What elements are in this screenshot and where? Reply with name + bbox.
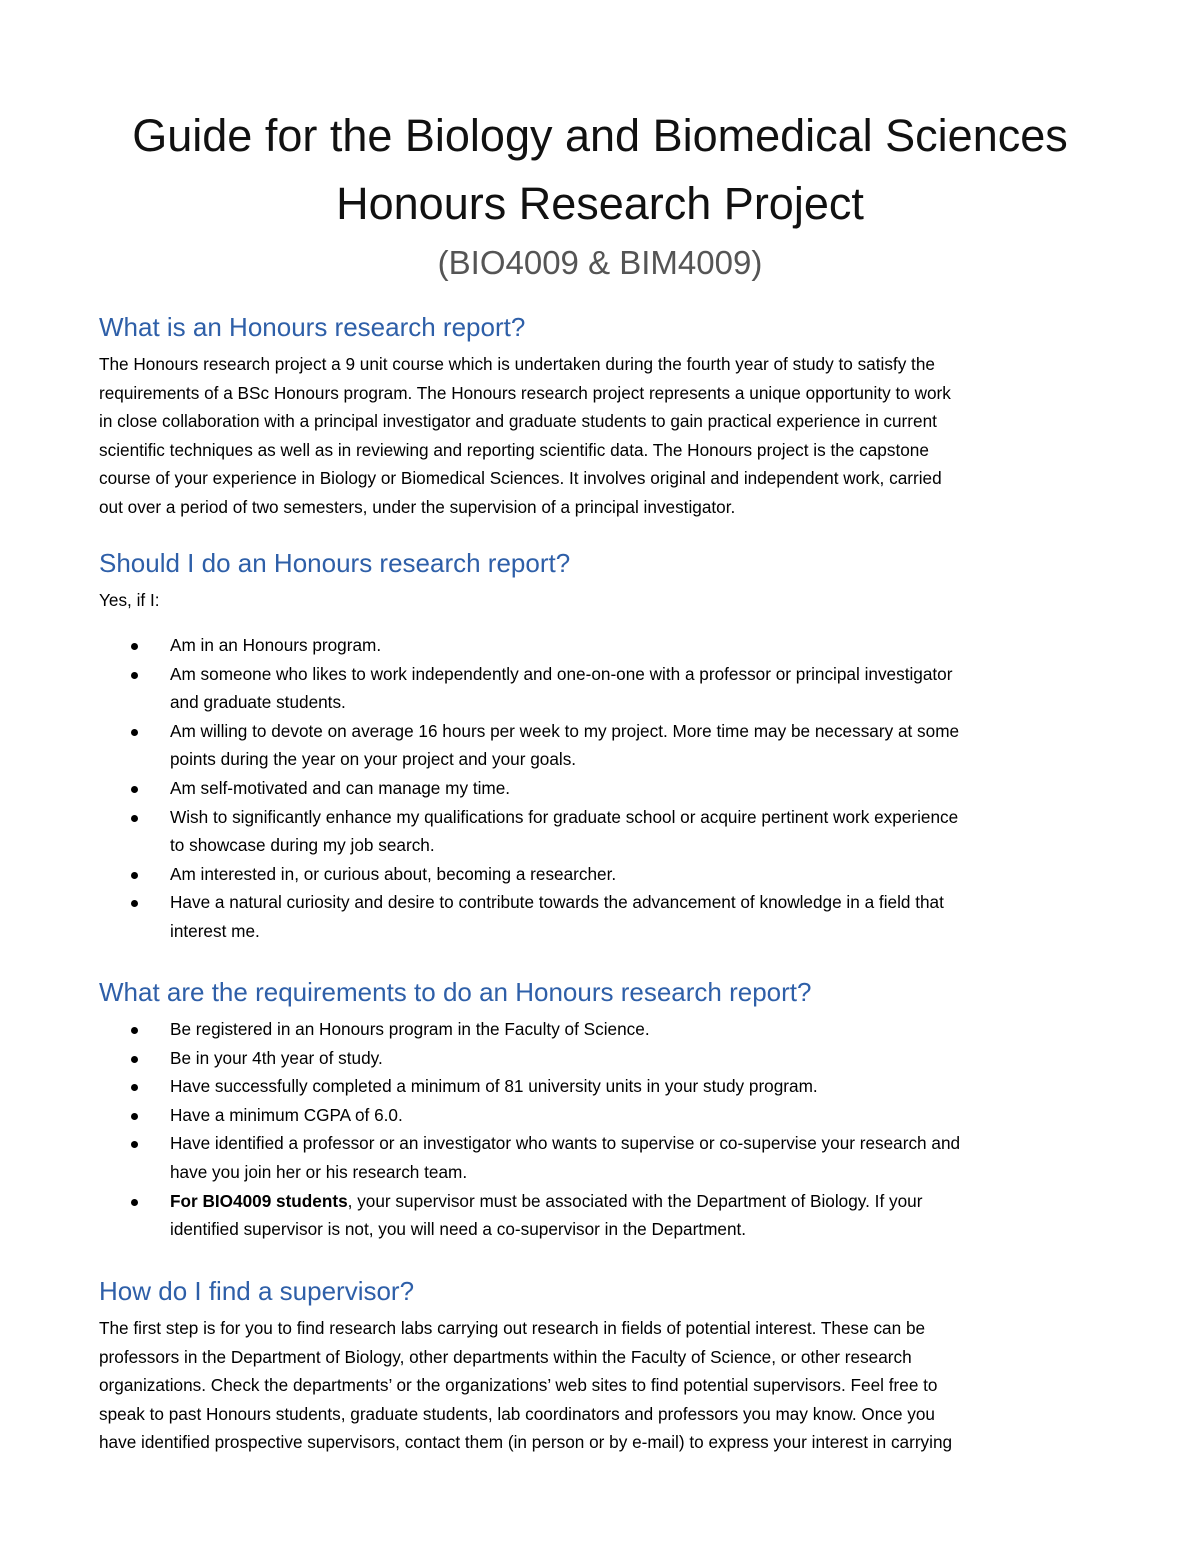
paragraph-line: professors in the Department of Biology, other departments within the Faculty of Science, or other research — [99, 1346, 912, 1367]
list-item — [99, 1015, 1109, 1044]
list-item — [99, 803, 1109, 860]
paragraph-line: course of your experience in Biology or Biomedical Sciences. It involves original and independent work, carried — [99, 468, 942, 489]
list-item-text: Am willing to devote on average 16 hours per week to my project. More time may be necessary at some — [170, 720, 960, 741]
paragraph-line: in close collaboration with a principal investigator and graduate students to gain practical experience in current — [99, 411, 937, 432]
paragraph-line: scientific techniques as well as in reviewing and reporting scientific data. The Honours project is the capstone — [99, 439, 929, 460]
intro-text: Yes, if I: — [99, 590, 160, 610]
list-item-text: Am interested in, or curious about, becoming a researcher. — [170, 863, 617, 884]
bullet-icon — [131, 815, 138, 822]
bullet-icon — [131, 672, 138, 679]
list-item-text: identified supervisor is not, you will need a co-supervisor in the Department. — [170, 1219, 747, 1240]
heading-should-i: Should I do an Honours research report? — [99, 548, 571, 578]
paragraph-line: The Honours research project a 9 unit course which is undertaken during the fourth year of study to satisfy the — [99, 354, 935, 374]
list-item-text: Have successfully completed a minimum of 81 university units in your study program. — [170, 1076, 818, 1097]
list-item-text — [170, 1187, 1109, 1216]
list-item — [99, 774, 1109, 803]
list-item-text-rest: , your supervisor must be associated with the Department of Biology. If your — [347, 1190, 923, 1211]
bullet-icon — [131, 643, 138, 650]
bullet-icon — [131, 729, 138, 736]
list-item-text: points during the year on your project and your goals. — [170, 749, 577, 770]
list-item — [99, 660, 1109, 717]
heading-find-supervisor: How do I find a supervisor? — [99, 1276, 415, 1306]
heading-requirements: What are the requirements to do an Honours research report? — [99, 977, 812, 1007]
list-item-text: Be in your 4th year of study. — [170, 1047, 383, 1068]
list-item-text: Have a natural curiosity and desire to contribute towards the advancement of knowledge in a field that — [170, 892, 944, 913]
should-list — [99, 631, 1109, 946]
list-item — [99, 1129, 1109, 1186]
list-item — [99, 1101, 1109, 1130]
bullet-icon — [131, 1199, 138, 1206]
paragraph-line: requirements of a BSc Honours program. The Honours research project represents a unique opportunity to work — [99, 382, 951, 403]
paragraph-line: speak to past Honours students, graduate students, lab coordinators and professors you may know. Once you — [99, 1403, 935, 1424]
course-codes-subtitle: (BIO4009 & BIM4009) — [437, 244, 763, 281]
document-title-line-1: Guide for the Biology and Biomedical Sciences — [132, 110, 1068, 161]
paragraph-find-supervisor — [99, 1314, 1109, 1457]
list-item — [99, 1044, 1109, 1073]
list-item — [99, 1072, 1109, 1101]
list-item-text: Am someone who likes to work independently and one-on-one with a professor or principal investigator — [170, 663, 953, 684]
list-item — [99, 1187, 1109, 1244]
bullet-icon — [131, 1113, 138, 1120]
paragraph-what-is-honours — [99, 350, 1109, 522]
list-item — [99, 717, 1109, 774]
paragraph-line: The first step is for you to find research labs carrying out research in fields of potential interest. These can be — [99, 1318, 926, 1338]
bullet-icon — [131, 1141, 138, 1148]
paragraph-line: have identified prospective supervisors, contact them (in person or by e-mail) to express your interest in carrying — [99, 1432, 953, 1453]
bold-label: For BIO4009 students — [170, 1190, 348, 1211]
bullet-icon — [131, 786, 138, 793]
paragraph-line: out over a period of two semesters, under the supervision of a principal investigator. — [99, 496, 736, 517]
bullet-icon — [131, 1056, 138, 1063]
bullet-icon — [131, 872, 138, 879]
list-item-text: Wish to significantly enhance my qualifications for graduate school or acquire pertinent work experience — [170, 806, 959, 827]
list-item — [99, 631, 1109, 660]
heading-what-is-honours: What is an Honours research report? — [99, 312, 526, 342]
document-title-line-2: Honours Research Project — [336, 178, 864, 229]
bullet-icon — [131, 1027, 138, 1034]
bullet-icon — [131, 1084, 138, 1091]
list-item — [99, 888, 1109, 945]
list-item-text: and graduate students. — [170, 692, 346, 713]
list-item-text: Am self-motivated and can manage my time. — [170, 777, 511, 798]
should-intro — [99, 586, 1109, 615]
list-item-text: to showcase during my job search. — [170, 835, 435, 856]
requirements-list — [99, 1015, 1109, 1244]
bullet-icon — [131, 900, 138, 907]
list-item-text: Am in an Honours program. — [170, 635, 382, 655]
list-item-text: Be registered in an Honours program in the Faculty of Science. — [170, 1019, 650, 1039]
list-item-text: Have identified a professor or an investigator who wants to supervise or co-supervise your research and — [170, 1133, 961, 1154]
list-item — [99, 860, 1109, 889]
paragraph-line: organizations. Check the departments’ or the organizations’ web sites to find potential supervisors. Feel free to — [99, 1375, 938, 1396]
list-item-text: Have a minimum CGPA of 6.0. — [170, 1104, 403, 1125]
list-item-text: have you join her or his research team. — [170, 1161, 468, 1182]
list-item-text: interest me. — [170, 920, 260, 941]
